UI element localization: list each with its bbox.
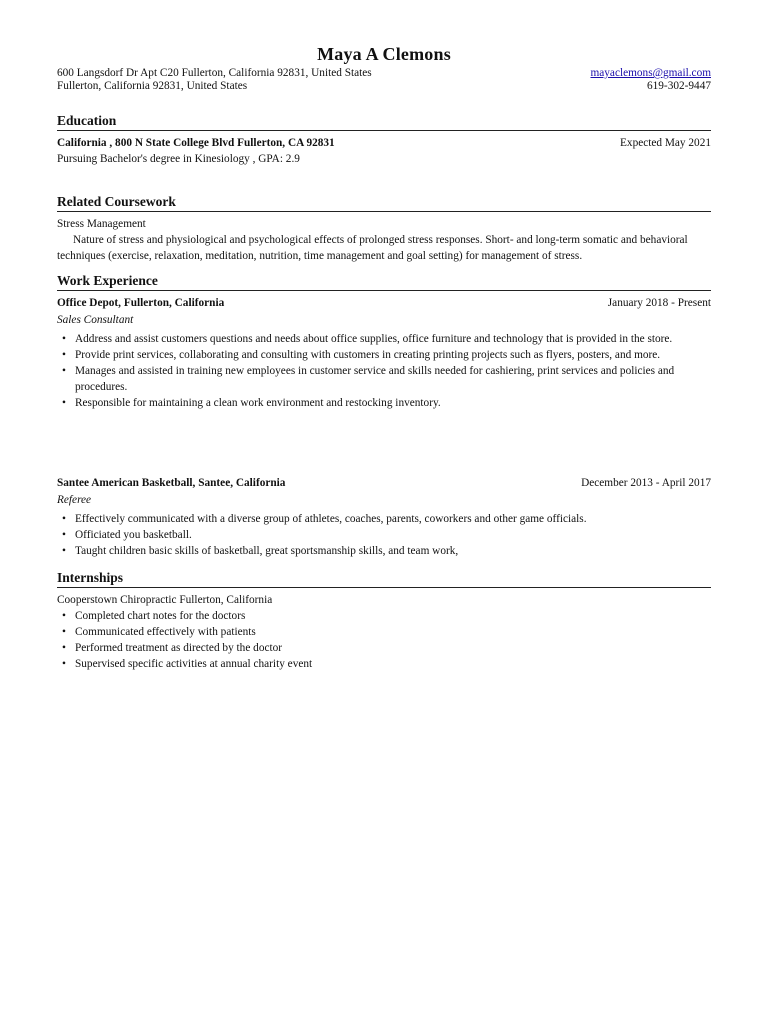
job-bullet-list [57, 331, 711, 411]
education-date: Expected May 2021 [620, 137, 711, 149]
address-line-2: Fullerton, California 92831, United States [57, 80, 248, 92]
candidate-name: Maya A Clemons [317, 44, 451, 64]
education-row [57, 137, 711, 150]
section-title-education: Education [57, 113, 711, 131]
job-dates: December 2013 - April 2017 [581, 477, 711, 489]
email-link[interactable]: mayaclemons@gmail.com [590, 67, 711, 79]
job-dates: January 2018 - Present [607, 297, 711, 309]
job-role: Referee [57, 494, 92, 506]
job-employer: Santee American Basketball, Santee, California [57, 477, 286, 489]
list-item: • Responsible for maintaining a clean work environment and restocking inventory. [57, 395, 711, 411]
course-description: Nature of stress and physiological and psychological effects of prolonged stress responses. Short- and long-term somatic and behavioral techniques (exercise, relaxation, meditation, nutrition, time management and goal setting) for management of stress. [57, 234, 688, 262]
school-name: California , 800 N State College Blvd Fullerton, CA 92831 [57, 137, 335, 149]
address-line-1: 600 Langsdorf Dr Apt C20 Fullerton, California 92831, United States [57, 67, 372, 79]
education-detail: Pursuing Bachelor's degree in Kinesiology , GPA: 2.9 [57, 153, 300, 165]
job-bullet-list [57, 511, 711, 559]
list-item: • Completed chart notes for the doctors [57, 608, 711, 624]
list-item: • Address and assist customers questions and needs about office supplies, office furniture and technology that is provided in the store. [57, 331, 711, 347]
internship-place: Cooperstown Chiropractic Fullerton, California [57, 594, 273, 606]
job-header [57, 477, 711, 490]
list-item: • Effectively communicated with a diverse group of athletes, coaches, parents, coworkers and other game officials. [57, 511, 711, 527]
contact-row-1 [57, 67, 711, 80]
section-title-coursework: Related Coursework [57, 194, 711, 212]
list-item: • Communicated effectively with patients [57, 624, 711, 640]
section-title-internships: Internships [57, 570, 711, 588]
contact-row-2 [57, 80, 711, 93]
list-item: • Taught children basic skills of basketball, great sportsmanship skills, and team work, [57, 543, 711, 559]
course-name: Stress Management [57, 218, 146, 230]
list-item: • Officiated you basketball. [57, 527, 711, 543]
internship-bullet-list [57, 608, 711, 672]
list-item: • Provide print services, collaborating and consulting with customers in creating printing projects such as flyers, posters, and more. [57, 347, 711, 363]
list-item: • Manages and assisted in training new employees in customer service and skills needed for cashiering, print services and policies and procedures. [57, 363, 711, 395]
job-header [57, 297, 711, 310]
list-item: • Supervised specific activities at annual charity event [57, 656, 711, 672]
section-title-work: Work Experience [57, 273, 711, 291]
job-employer: Office Depot, Fullerton, California [57, 297, 225, 309]
list-item: • Performed treatment as directed by the doctor [57, 640, 711, 656]
job-role: Sales Consultant [57, 314, 134, 326]
phone-number: 619-302-9447 [646, 80, 711, 92]
